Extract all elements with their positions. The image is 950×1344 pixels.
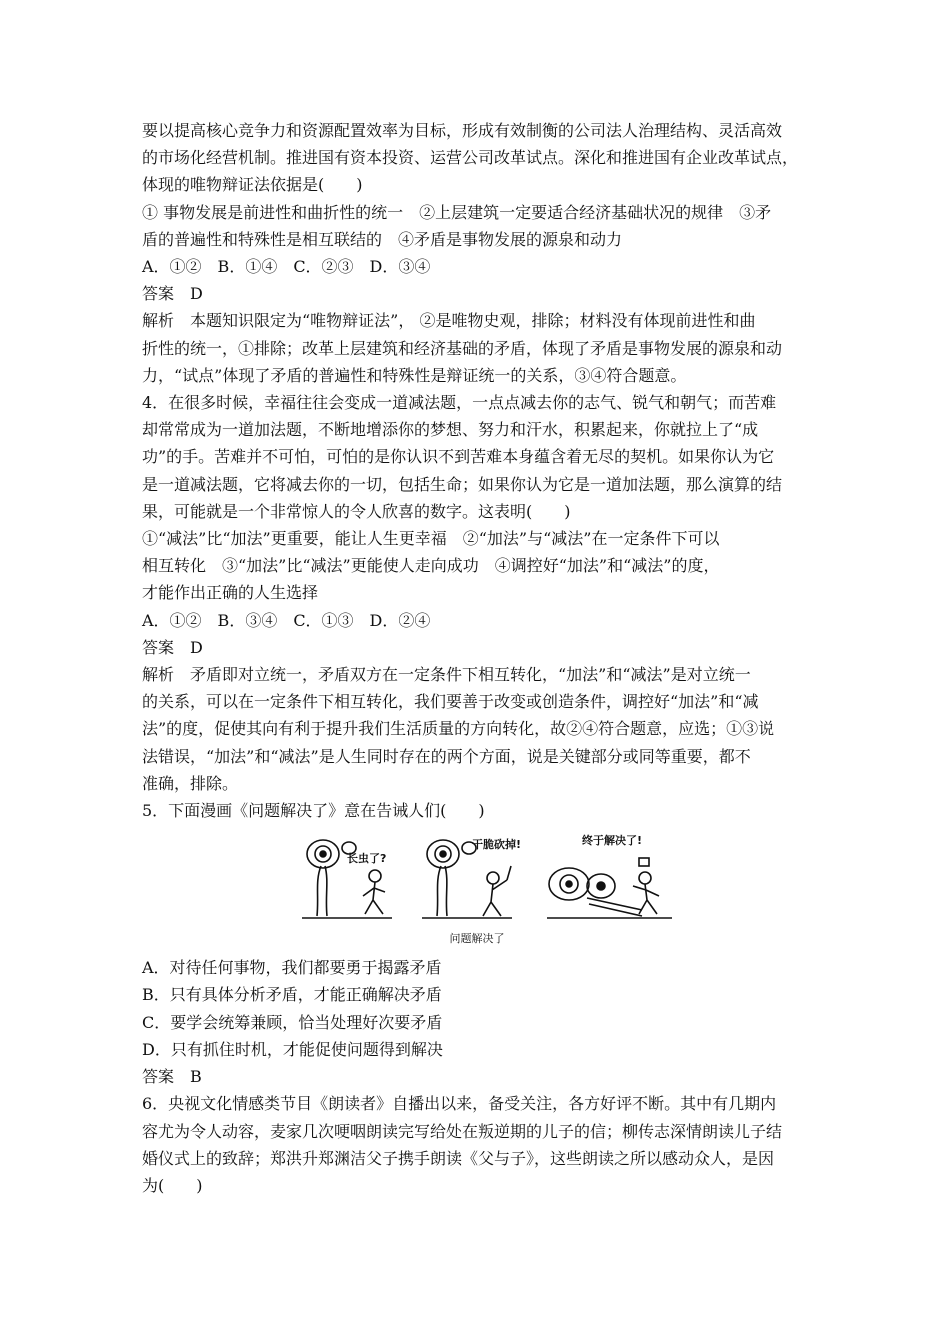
q4-stem-line: 4．在很多时候，幸福往往会变成一道减法题，一点点减去你的志气、锐气和朝气；而苦难: [142, 393, 777, 413]
q4-analysis-line: 法”的度，促使其向有利于提升我们生活质量的方向转化，故②④符合题意，应选；①③说: [142, 719, 775, 739]
q4-item-line: ①“减法”比“加法”更重要，能让人生更幸福 ②“加法”与“减法”在一定条件下可以: [142, 529, 720, 549]
q3-choices: A．①② B．①④ C．②③ D．③④: [142, 257, 431, 277]
q3-analysis-line: 力，“试点”体现了矛盾的普遍性和特殊性是辩证统一的关系，③④符合题意。: [142, 365, 687, 385]
q5-stem: 5．下面漫画《问题解决了》意在告诫人们( ): [142, 801, 485, 821]
q4-analysis-line: 法错误，“加法”和“减法”是人生同时存在的两个方面，说是关键部分或同等重要，都不: [142, 746, 751, 766]
q3-stem-line: 要以提高核心竞争力和资源配置效率为目标，形成有效制衡的公司法人治理结构、灵活高效: [142, 121, 783, 140]
q4-analysis-line: 准确，排除。: [142, 773, 239, 793]
question-4: [142, 389, 812, 797]
comic-bubble: 长虫了?: [347, 852, 387, 866]
q6-stem-line: 容尤为令人动容，麦家几次哽咽朗读完写给处在叛逆期的儿子的信；柳传志深情朗读儿子结: [142, 1121, 783, 1141]
q3-item-line: 盾的普遍性和特殊性是相互联结的 ④矛盾是事物发展的源泉和动力: [142, 229, 623, 249]
comic-bubble: 终于解决了!: [582, 834, 643, 848]
q4-item-line: 相互转化 ③“加法”比“减法”更能使人走向成功 ④调控好“加法”和“减法”的度，: [142, 556, 720, 576]
q5-option: B．只有具体分析矛盾，才能正确解决矛盾: [142, 985, 442, 1005]
q6-stem-line: 婚仪式上的致辞；郑洪升郑渊洁父子携手朗读《父与子》，这些朗读之所以感动众人，是因: [142, 1148, 775, 1168]
q3-analysis-line: 折性的统一，①排除；改革上层建筑和经济基础的矛盾，体现了矛盾是事物发展的源泉和动: [142, 338, 783, 358]
q4-analysis-line: 解析 矛盾即对立统一，矛盾双方在一定条件下相互转化，“加法”和“减法”是对立统一: [142, 665, 751, 685]
q6-stem-line: 6．央视文化情感类节目《朗读者》自播出以来，备受关注，各方好评不断。其中有几期内: [142, 1094, 777, 1114]
q3-analysis-line: 解析 本题知识限定为“唯物辩证法”， ②是唯物史观，排除；材料没有体现前进性和曲: [142, 311, 756, 331]
q4-stem-line: 却常常成为一道加法题，不断地增添你的梦想、努力和汗水，积累起来，你就拉上了“成: [142, 420, 759, 440]
q6-stem-line: 为( ): [142, 1175, 203, 1195]
q4-stem-line: 是一道减法题，它将减去你的一切，包括生命；如果你认为它是一道加法题，那么演算的结: [142, 474, 783, 494]
q5-option: D．只有抓住时机，才能促使问题得到解决: [142, 1039, 443, 1059]
q3-answer: 答案 D: [142, 284, 203, 304]
q5-option: A．对待任何事物，我们都要勇于揭露矛盾: [142, 958, 442, 978]
q4-item-line: 才能作出正确的人生选择: [142, 583, 319, 603]
document-page: [142, 117, 812, 1199]
q3-stem-line: 体现的唯物辩证法依据是( ): [142, 175, 363, 195]
q5-answer: 答案 B: [142, 1067, 202, 1087]
q5-option: C．要学会统筹兼顾，恰当处理好次要矛盾: [142, 1012, 443, 1032]
question-3: [142, 117, 812, 389]
q4-answer: 答案 D: [142, 637, 203, 657]
q4-choices: A．①② B．③④ C．①③ D．②④: [142, 610, 431, 630]
question-6: [142, 1090, 812, 1199]
question-5: [142, 797, 812, 1090]
q3-item-line: ① 事物发展是前进性和曲折性的统一 ②上层建筑一定要适合经济基础状况的规律 ③矛: [142, 202, 772, 222]
q3-stem-line: 的市场化经营机制。推进国有资本投资、运营公司改革试点。深化和推进国有企业改革试点，: [142, 148, 799, 168]
q4-stem-line: 果，可能就是一个非常惊人的令人欣喜的数字。这表明( ): [142, 501, 571, 521]
q4-analysis-line: 的关系，可以在一定条件下相互转化，我们要善于改变或创造条件，调控好“加法”和“减: [142, 692, 759, 712]
q4-stem-line: 功”的手。苦难并不可怕，可怕的是你认识不到苦难本身蕴含着无尽的契机。如果你认为它: [142, 447, 775, 467]
comic-bubble: 干脆砍掉!: [472, 838, 522, 852]
comic-figure: [142, 824, 812, 954]
comic-caption: 问题解决了: [449, 932, 505, 946]
